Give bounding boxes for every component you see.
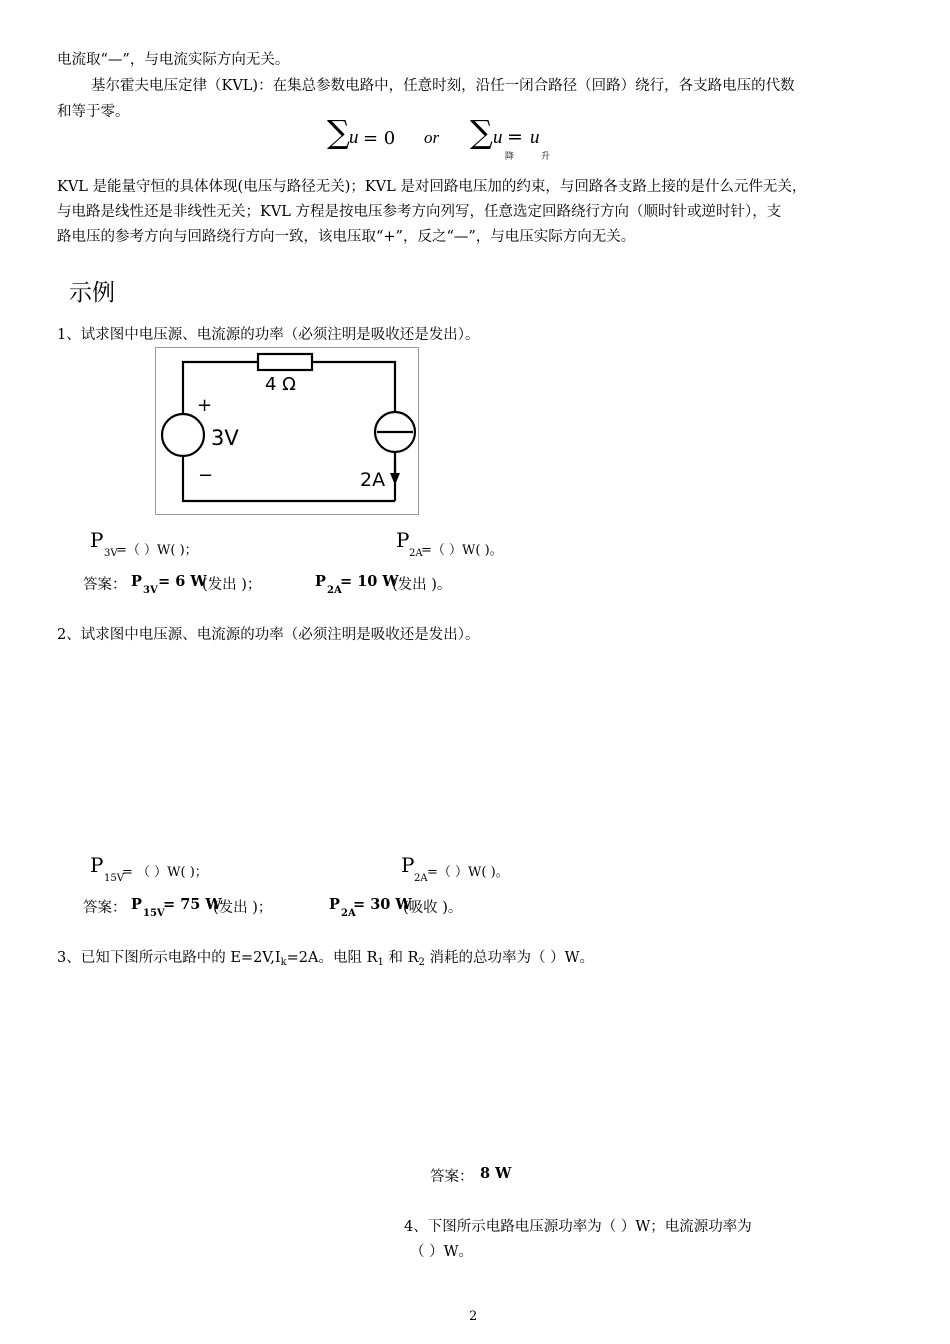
formula-rise-sub: 升 [541,152,551,162]
circuit-diagram-1 [155,347,419,515]
answer-blank[interactable]: =（ ）W( )； [116,543,198,558]
subscript: 2A [341,908,356,919]
text-line: 电流取“—”，与电流实际方向无关。 [57,52,290,68]
subscript: 2A [409,548,423,559]
formula-eq0: = 0 [363,128,396,149]
kvl-explain: 路电压的参考方向与回路绕行方向一致，该电压取“+”，反之“—”，与电压实际方向无关。 [57,229,636,245]
power-symbol: P [396,528,410,552]
power-symbol: P [329,896,340,913]
subscript: 3V [104,548,118,559]
arrow-down-icon [390,473,400,485]
subscript: 2A [414,873,428,884]
power-symbol: P [401,853,415,877]
kvl-definition: 基尔霍夫电压定律（KVL)：在集总参数电路中，任意时刻，沿任一闭合路径（回路）绕行，各支路电压的代数 [91,78,795,94]
subscript: 15V [143,908,165,919]
answer-blank[interactable]: =（ ）W( )。 [427,865,509,880]
answer-label: 答案： [83,900,127,916]
voltage-label: 3V [211,426,239,450]
answer-value: = 75 W [163,896,222,913]
formula-u: u [493,127,503,148]
formula-u: u [349,127,359,148]
answer-label: 答案： [430,1169,474,1185]
minus-sign: − [198,465,214,486]
formula-drop-sub: 降 [505,152,515,162]
subscript: k [280,957,287,968]
answer-note: (吸收 )。 [403,900,463,916]
page-number: 2 [469,1309,478,1324]
resistor-4ohm [258,354,312,370]
section-title: 示例 [69,280,115,306]
question-3 [57,946,594,968]
answer-note: (发出 )； [213,900,273,916]
subscript: 2A [327,585,342,596]
answer-note: (发出 )。 [392,577,452,593]
question-4-cont: （ ）W。 [410,1244,474,1260]
answer-note: (发出 )； [202,577,262,593]
answer-label: 答案： [83,577,127,593]
answer-blank[interactable]: = （ ）W( )； [122,865,208,880]
power-symbol: P [131,896,142,913]
question-text: =2A。电阻 R [286,950,378,966]
power-symbol: P [90,528,104,552]
power-symbol: P [131,573,142,590]
voltage-source [162,414,204,456]
subscript: 2 [418,957,425,968]
question-1: 1、试求图中电压源、电流源的功率（必须注明是吸收还是发出）。 [57,327,480,343]
kvl-definition-cont: 和等于零。 [57,104,130,120]
kvl-explain: KVL 是能量守恒的具体体现(电压与路径无关)；KVL 是对回路电压加的约束，与回路各支路上接的是什么元件无关， [57,179,807,195]
formula-or: or [424,128,440,147]
sigma-symbol: ∑ [327,113,350,151]
plus-sign: + [197,395,213,416]
kvl-explain: 与电路是线性还是非线性无关；KVL 方程是按电压参考方向列写，任意选定回路绕行方向（顺时针或逆时针），支 [57,204,782,220]
power-symbol: P [315,573,326,590]
answer-value: 8 W [480,1165,512,1182]
subscript: 1 [377,957,384,968]
answer-value: = 10 W [340,573,399,590]
subscript: 15V [104,873,124,884]
answer-value: = 6 W [158,573,207,590]
question-text: 和 R [383,950,419,966]
question-text: 消耗的总功率为（ ）W。 [424,950,595,966]
power-symbol: P [90,853,104,877]
answer-value: = 30 W [353,896,412,913]
formula-u: u [530,127,540,148]
resistor-label: 4 Ω [265,374,296,395]
question-2: 2、试求图中电压源、电流源的功率（必须注明是吸收还是发出）。 [57,627,480,643]
formula-eq: = [507,126,523,148]
current-label: 2A [360,469,386,491]
question-4: 4、下图所示电路电压源功率为（ ）W；电流源功率为 [404,1219,752,1235]
sigma-symbol: ∑ [470,113,493,151]
question-text: 3、已知下图所示电路中的 E=2V,I [57,950,281,966]
subscript: 3V [143,585,158,596]
answer-blank[interactable]: =（ ）W( )。 [421,543,503,558]
